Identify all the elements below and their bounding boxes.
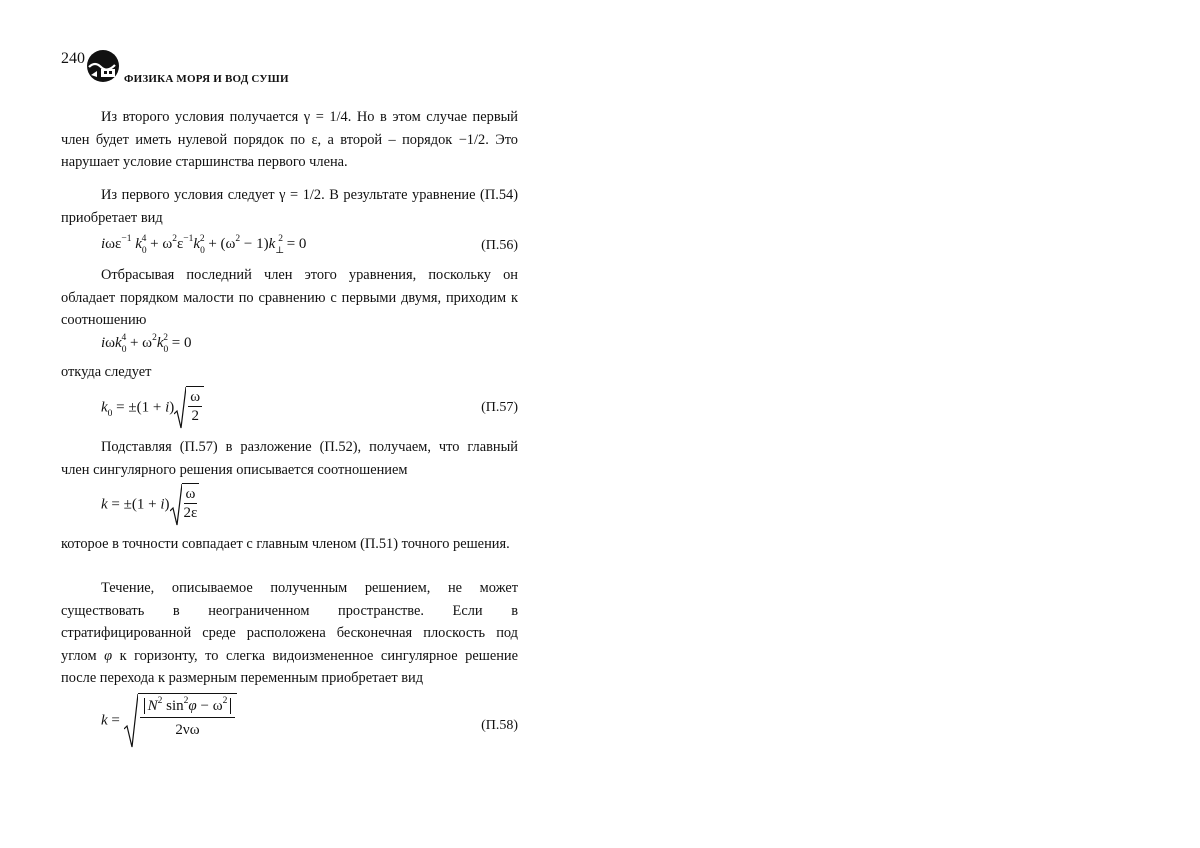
equation-p58: k = $\frac{N^2 \sin^2\varphi - \omega^2}{2\nu\omega}$ (101, 693, 237, 749)
math-gamma-half: γ = 1/2 (279, 187, 322, 203)
running-title: ФИЗИКА МОРЯ И ВОД СУШИ (124, 73, 289, 85)
equation-reduced: $i\omega k_0^4 + \omega^2k_0^2 = 0$ (101, 333, 192, 355)
paragraph-2 (61, 184, 518, 229)
text-fragment: . Но в этом случае первый член будет иметь нулевой порядок по (61, 109, 519, 148)
text-fragment: Течение, описываемое полученным решением, не может существовать в неограниченном пространстве. Если в стратифицированной среде расположена бесконечная плоскость под углом (61, 580, 518, 664)
equation-number-p56: (П.56) (481, 238, 518, 253)
equation-p57: $k_0 = \pm(1 + i)$ $\frac{\omega}{2}$ (101, 386, 204, 430)
text-fragment: . Это нарушает условие старшинства первого члена. (61, 131, 518, 170)
text-fragment: Из первого условия следует (101, 187, 280, 203)
paragraph-6: которое в точности совпадает с главным членом (П.51) точного решения. (61, 536, 510, 552)
math-gamma-quarter: γ = 1/4 (303, 109, 348, 125)
paragraph-5: Подставляя (П.57) в разложение (П.52), получаем, что главный член сингулярного решения описывается соотношением (61, 439, 518, 478)
text-fragment: Из второго условия получается (101, 109, 304, 125)
paragraph-7 (61, 577, 518, 690)
text-fragment: к горизонту, то слегка видоизмененное сингулярное решение после перехода к размерным переменным приобретает вид (61, 647, 518, 686)
paragraph-4: откуда следует (61, 364, 152, 380)
text-fragment: . В результате уравнение (П.54) приобретает вид (61, 187, 519, 226)
math-phi: φ (104, 647, 113, 664)
equation-k: k = ±(1 + i) $\frac{\omega}{2\varepsilon}$ (101, 483, 199, 527)
text-fragment: , а второй – порядок (317, 131, 459, 148)
page-number: 240 (61, 50, 85, 67)
equation-number-p57: (П.57) (481, 400, 518, 415)
wave-house-logo-icon (85, 49, 121, 83)
equation-p56: iωε$^{-1}$ $k_0^4 + \omega^2\varepsilon^{-1}k_0^2 + (\omega^2 - 1)k_\perp^2 = 0$ (101, 234, 307, 256)
paragraph-3: Отбрасывая последний член этого уравнения, поскольку он обладает порядком малости по сравнению с первыми двумя, приходим к соотношению (61, 267, 518, 328)
math-minus-half: −1/2 (458, 131, 486, 148)
paragraph-1 (61, 106, 518, 174)
math-epsilon: ε (311, 131, 318, 148)
equation-number-p58: (П.58) (481, 718, 518, 733)
